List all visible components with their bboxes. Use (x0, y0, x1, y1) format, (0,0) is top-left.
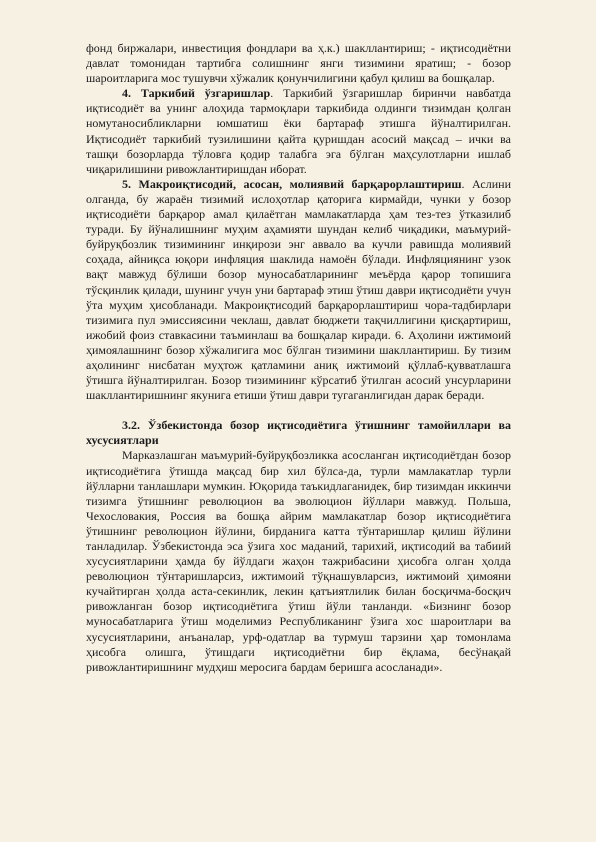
paragraph-heading: 5. Макроиқтисодий, асосан, молиявий барқарорлаштириш (122, 176, 462, 191)
paragraph-transition-models: Марказлашган маъмурий-буйруқбозликка асосланган иқтисодиётдан бозор иқтисодиётига ўтишда мақсад бир хил бўлса-да, турли мамлакатлар турли йўлларни танлашлари мумкин. Юқорида таъкидлаганидек, бир тизимдан иккинчи тизимга ўтишнинг революцион ва эволюцион йўллари мавжуд. Польша, Чехословакия, Россия ва бошқа айрим мамлакатлар бозор иқтисодиётига ўтишнинг революцион йўлини, бирданига катта тўнтаришлар қилиш йўлини танладилар. Ўзбекистонда эса ўзига хос маданий, тарихий, иқтисодий ва табиий хусусиятларини ҳамда бу йўлдаги жаҳон тажрибасини ҳисобга олган ҳолда революцион тўнтаришларсиз, ижтимоий тўқнашувларсиз, ижтимоий ҳимояни кучайтирган ҳолда аста-секинлик, лекин қатъиятлилик билан босқичма-босқич ривожланган бозор иқтисодиётига ўтиш йўли танланди. «Бизнинг бозор муносабатларига ўтиш моделимиз Республиканинг ўзига хос шароитлари ва хусусиятларини, анъаналар, урф-одатлар ва турмуш тарзини ҳар томонлама ҳисобга олишга, ўтишдаги иқтисодиётни бир ёқлама, бесўнақай ривожлантиришнинг мудҳиш меросига бардам беришга асосланади». (86, 448, 511, 674)
paragraph-structural-changes (86, 86, 511, 177)
section-gap (86, 403, 511, 418)
section-title: 3.2. Ўзбекистонда бозор иқтисодиётига ўтишнинг тамойиллари ва хусусиятлари (86, 418, 511, 448)
paragraph-intro: фонд биржалари, инвестиция фондлари ва ҳ.к.) шакллантириш; - иқтисодиётни давлат томонидан тартибга солишнинг янги тизимини яратиш; - бозор шароитларига мос тушувчи хўжалик қонунчилигини қабул қилиш ва бошқалар. (86, 41, 511, 86)
paragraph-body: . Аслини олганда, бу жараён тизимий ислоҳотлар қаторига кирмайди, чунки у бозор иқтисодиёти барқарор амал қилаётган мамлакатларда ҳам тез-тез ўтказилиб туради. Бу йўналишнинг муҳим аҳамияти шундан келиб чиқадики, маъмурий-буйруқбозлик тизимининг инқирози энг аввало ва кучли равишда молиявий соҳада, айниқса юқори инфляция шаклида намоён бўлади. Инфляциянинг узок вақт мавжуд бўлиши бозор муносабатларининг меъёрда қарор топишига тўсқинлик қилади, шунинг учун уни бартараф этиш ўтиш даври иқтисодиёти учун ўта муҳим ҳисобланади. Макроиқтисодий барқарорлаштириш чора-тадбирлари тизимига пул эмиссиясини чеклаш, давлат бюджети тақчиллигини қисқартириш, ижобий фоиз ставкасини таъминлаш ва бошқалар киради. 6. Аҳолини ижтимоий ҳимоялашнинг бозор хўжалигига мос бўлган тизимини шакллантириш. Бу тизим аҳолининг нисбатан муҳтож қатламини аниқ ижтимоий қўллаб-қувватлашга ўтишга йўналтирилган. Бозор тизимининг кўрсатиб ўтилган асосий унсурларини шакллантиришнинг якунига етиши ўтиш даври тугаганлигидан дарак беради. (86, 176, 511, 403)
paragraph-macro-stabilization (86, 177, 511, 403)
paragraph-heading: 4. Таркибий ўзгаришлар (122, 86, 271, 101)
paragraph-body: . Таркибий ўзгаришлар биринчи навбатда иқтисодиёт ва унинг алоҳида тармоқлари таркибида олдинги тизимдан қолган номутаносибликларни юмшатиш ёки бартараф этишга йўналтирилган. Иқтисодиёт таркибий тузилишини қайта қуришдан асосий мақсад – ички ва ташқи бозорларда тўловга қодир талабга эга бўлган маҳсулотларни ишлаб чиқарилишини ривожлантиришдан иборат. (86, 86, 511, 176)
